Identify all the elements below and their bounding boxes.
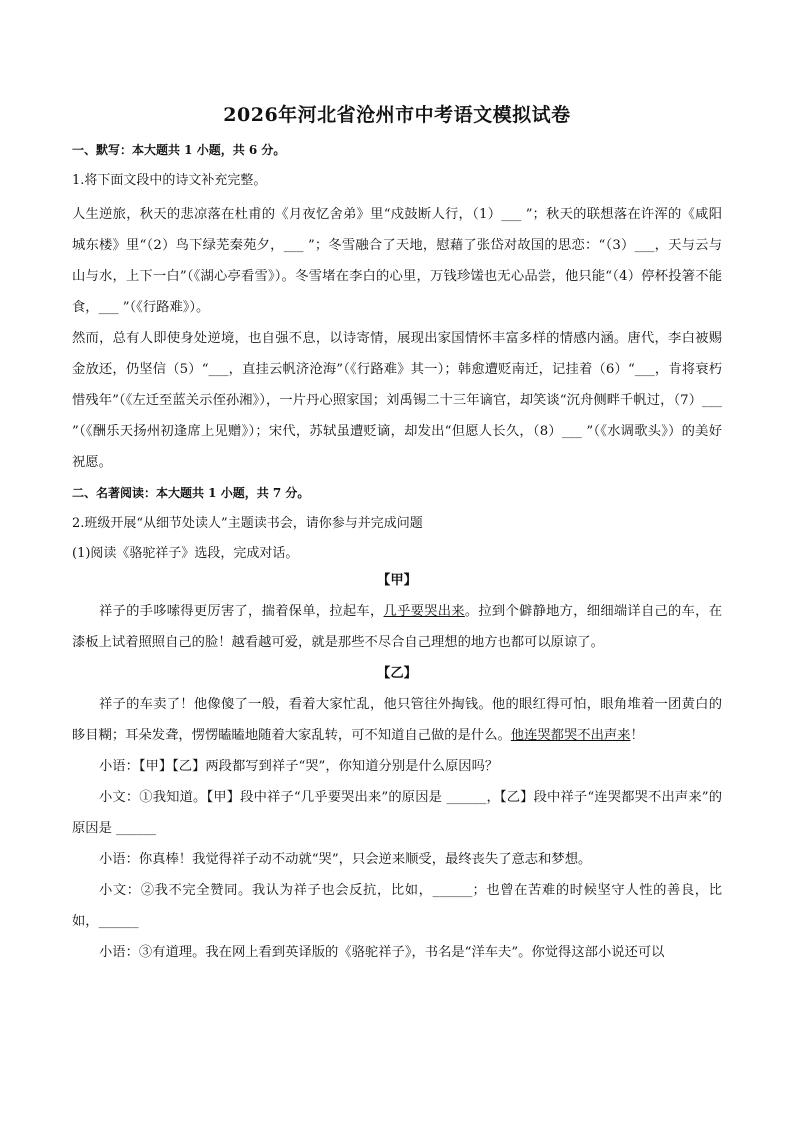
passage-jia xyxy=(72,596,722,658)
passage-jia-text-b: 。拉到个僻静地方，细细端详自己的车，在漆板上试着照照自己的脸！越看越可爱，就是那些不尽合自己理想的地方也都可以原谅了。 xyxy=(72,604,723,650)
passage-yi-underlined: 他连哭都哭不出声来 xyxy=(510,728,631,743)
dialog-line: 小语：你真棒！我觉得祥子动不动就“哭”，只会逆来顺受，最终丧失了意志和梦想。 xyxy=(99,852,592,867)
passage-yi-text-a: 祥子的车卖了！他像傻了一般，看着大家忙乱，他只管往外掏钱。他的眼红得可怕，眼角堆着一团黄白的眵目糊；耳朵发聋，愣愣瞌瞌地随着大家乱转，可不知道自己做的是什么。 xyxy=(72,697,722,743)
passage-jia-underlined: 几乎要哭出来 xyxy=(383,604,465,619)
section-heading-reading: 二、名著阅读：本大题共 1 小题，共 7 分。 xyxy=(72,486,310,500)
question-1-paragraph-1: 人生逆旅，秋天的悲凉落在杜甫的《月夜忆舍弟》里“戍鼓断人行，（1）___ ”；秋天的联想落在许浑的《咸阳城东楼》里“（2）鸟下绿芜秦苑夕，___ ”；冬雪融合了天地，慰藉了张岱对故国的思恋：“（3）___，天与云与山与水，上下一白”（《湖心亭看雪》）。冬雪堵在李白的心里，万钱珍馐也无心品尝，他只能“（4）停杯投箸不能食，___ ”（《行路难》）。 xyxy=(72,207,722,315)
question-1-paragraph-2: 然而，总有人即使身处逆境，也自强不息，以诗寄情，展现出家国情怀丰富多样的情感内涵。唐代，李白被赐金放还，仍坚信（5）“___，直挂云帆济沧海”（《行路难》其一）；韩愈遭贬南迁，记挂着（6）“___，肯将衰朽惜残年”（《左迁至蓝关示侄孙湘》），一片丹心照家国；刘禹锡二十三年谪官，却笑谈“沉舟侧畔千帆过，（7）___ ”（《酬乐天扬州初逢席上见赠》）；宋代，苏轼虽遭贬谪，却发出“但愿人长久，（8）___ ”（《水调歌头》）的美好祝愿。 xyxy=(72,331,722,470)
exam-title: 2026年河北省沧州市中考语文模拟试卷 xyxy=(223,104,571,126)
passage-yi xyxy=(72,689,722,751)
passage-jia-label: 【甲】 xyxy=(377,573,417,588)
dialog-line: 小文：①我知道。【甲】段中祥子“几乎要哭出来”的原因是 ______，【乙】段中祥子“连哭都哭不出声来”的原因是 ______ xyxy=(72,790,722,836)
passage-yi-label: 【乙】 xyxy=(377,666,417,681)
passage-jia-text-a: 祥子的手哆嗦得更厉害了，揣着保单，拉起车， xyxy=(99,604,384,619)
passage-yi-text-b: ！ xyxy=(630,728,644,743)
exam-page xyxy=(72,100,722,968)
question-2-prompt: 2.班级开展“从细节处读人”主题读书会，请你参与并完成问题 xyxy=(72,516,423,531)
question-1-prompt: 1.将下面文段中的诗文补充完整。 xyxy=(72,173,267,188)
dialog-line: 小语：【甲】【乙】两段都写到祥子“哭”，你知道分别是什么原因吗？ xyxy=(99,759,499,774)
section-heading-dictation: 一、默写：本大题共 1 小题，共 6 分。 xyxy=(72,143,286,157)
question-2-sub-1: (1)阅读《骆驼祥子》选段，完成对话。 xyxy=(72,546,299,561)
dialog-line: 小语：③有道理。我在网上看到英译版的《骆驼祥子》，书名是“洋车夫”。你觉得这部小说还可以 xyxy=(99,945,665,960)
dialog-line: 小文：②我不完全赞同。我认为祥子也会反抗，比如，______；也曾在苦难的时候坚守人性的善良，比如，______ xyxy=(72,883,722,929)
